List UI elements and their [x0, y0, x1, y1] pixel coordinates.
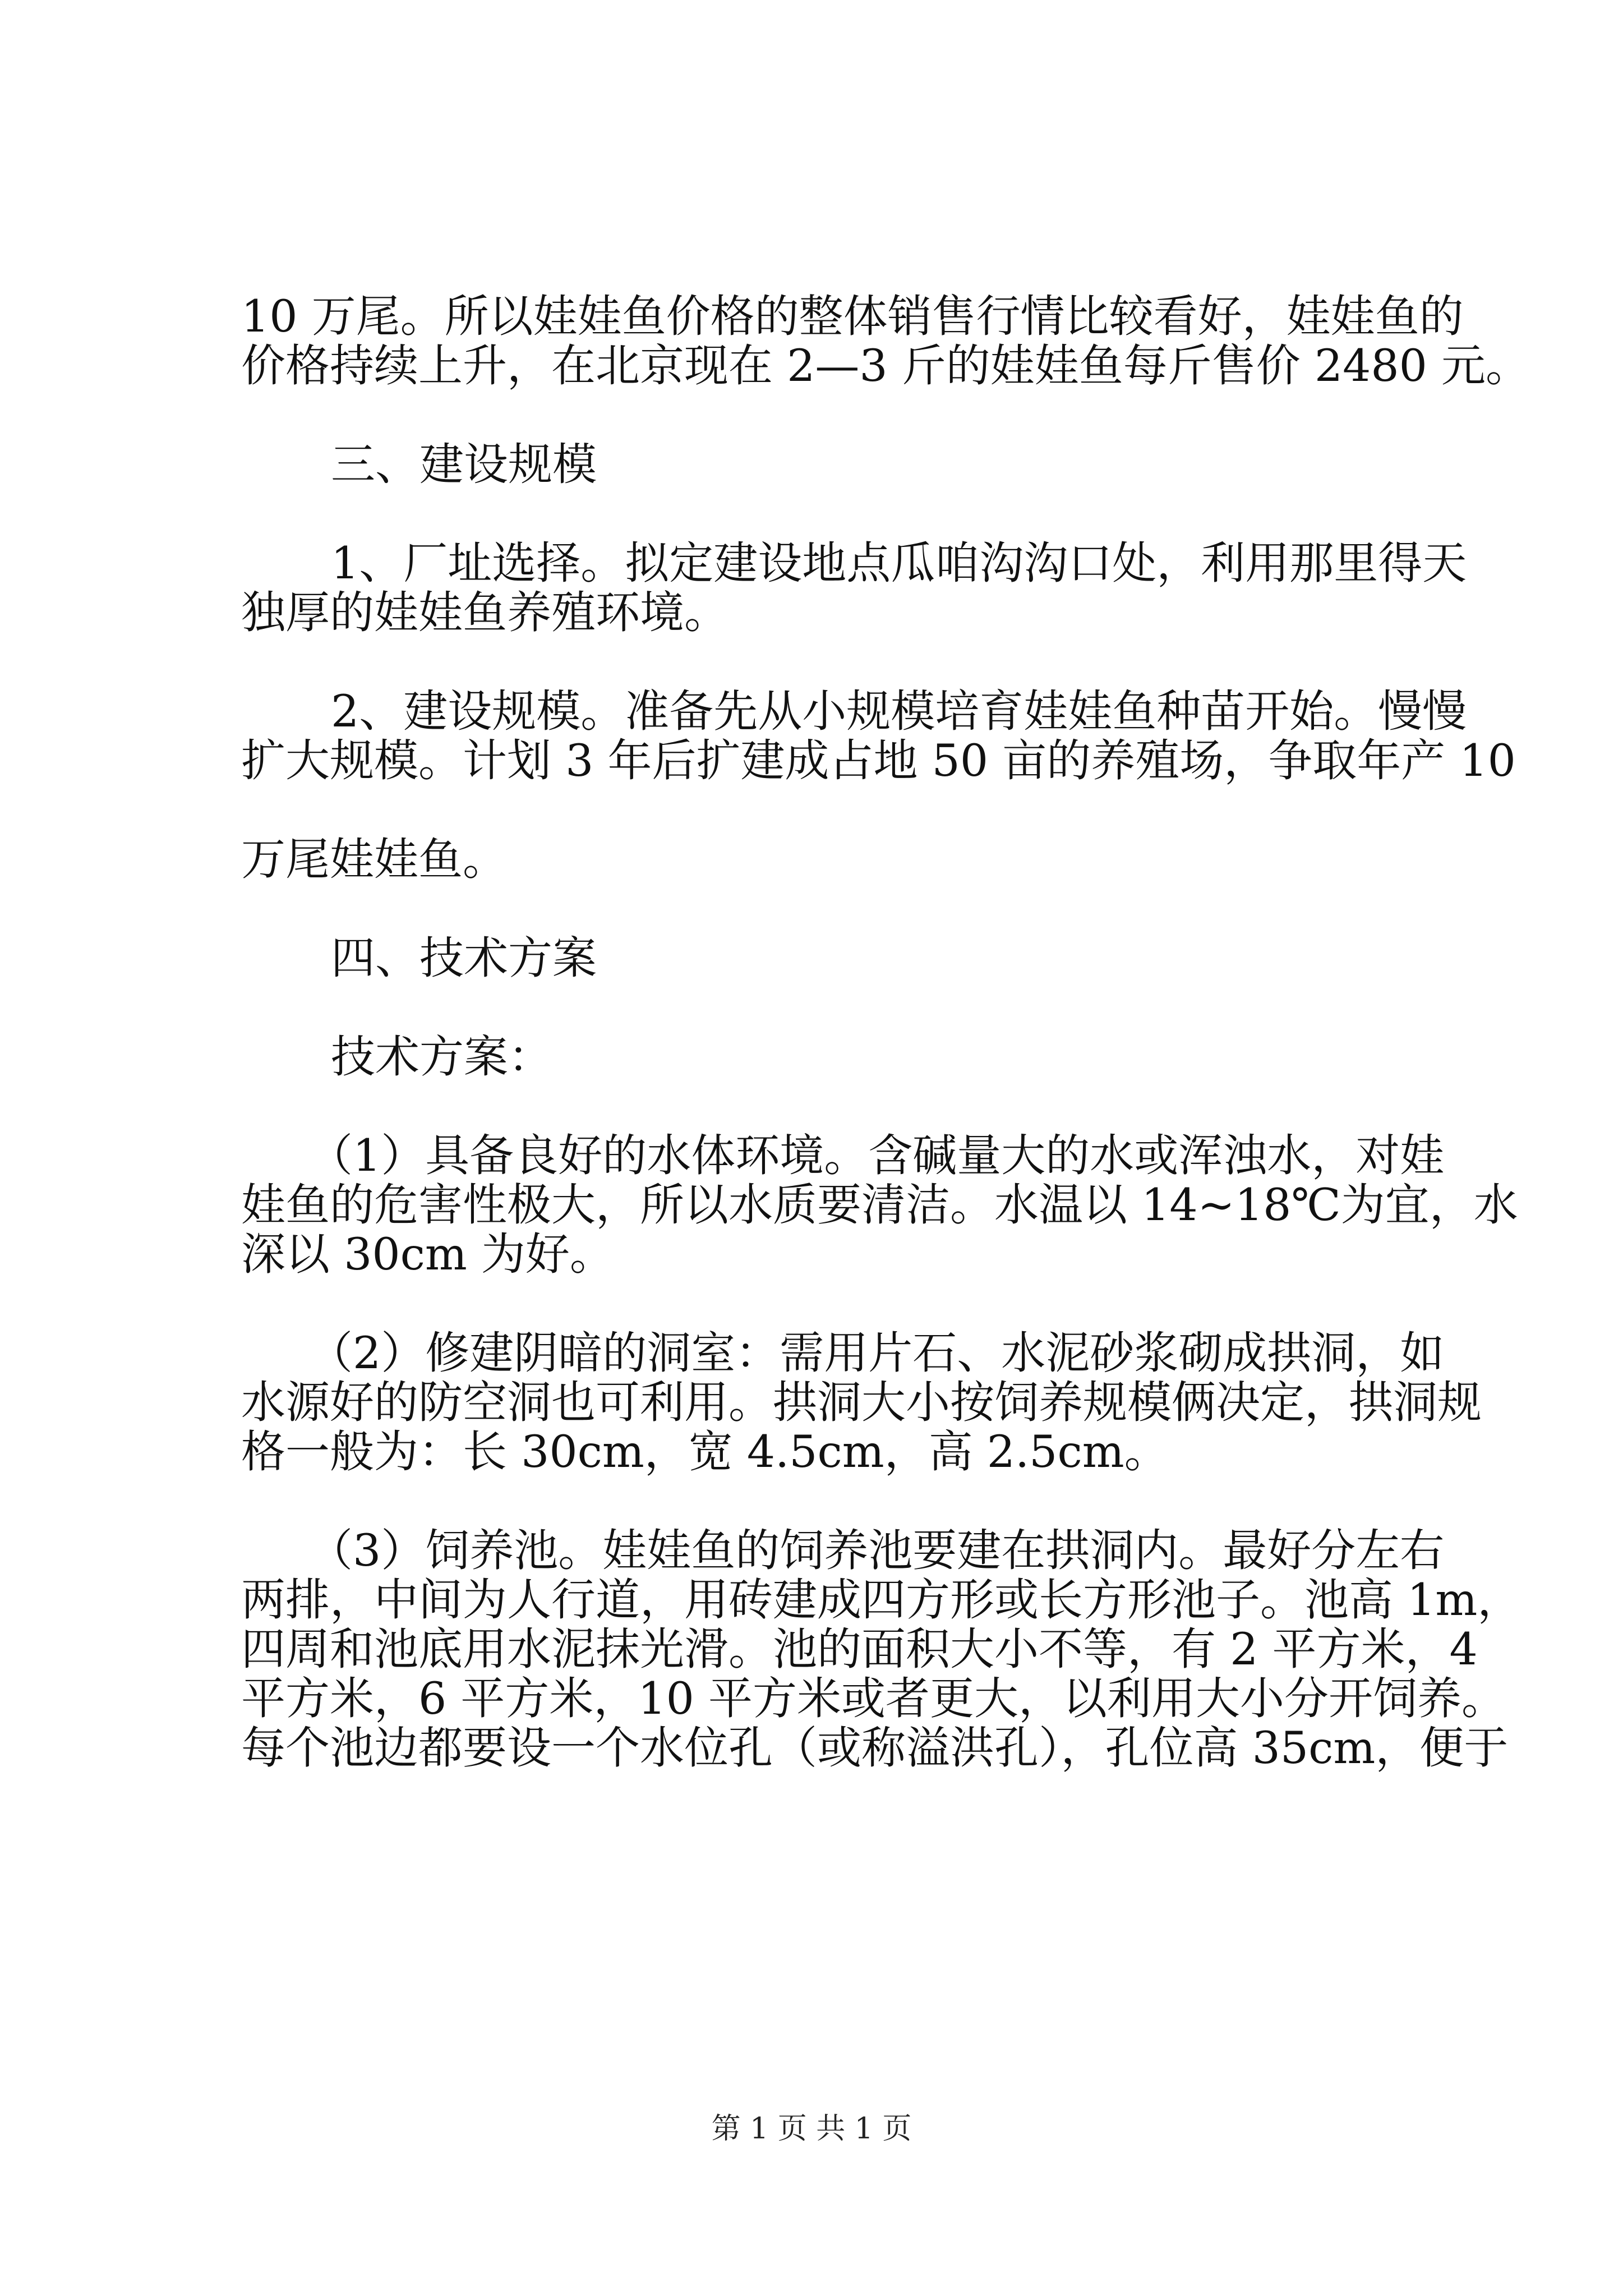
- text-line: 四周和池底用水泥抹光滑。池的面积大小不等，有 2 平方米，4: [241, 1623, 1478, 1675]
- text-line: 2、建设规模。准备先从小规模培育娃娃鱼种苗开始。慢慢: [331, 685, 1467, 737]
- text-line: 格一般为：长 30cm，宽 4.5cm，高 2.5cm。: [241, 1426, 1169, 1478]
- page-footer: 第 1 页 共 1 页: [711, 2112, 912, 2146]
- text-line: 万尾娃娃鱼。: [241, 834, 507, 885]
- text-line: 深以 30cm 为好。: [241, 1228, 614, 1280]
- text-line: 独厚的娃娃鱼养殖环境。: [241, 587, 728, 638]
- text-line: （1）具备良好的水体环境。含碱量大的水或浑浊水，对娃: [308, 1130, 1445, 1181]
- text-line: 扩大规模。计划 3 年后扩建成占地 50 亩的养殖场，争取年产 10: [241, 735, 1516, 786]
- text-line: （2）修建阴暗的洞室：需用片石、水泥砂浆砌成拱洞，如: [308, 1327, 1445, 1379]
- text-line: 娃鱼的危害性极大，所以水质要清洁。水温以 14~18℃为宜，水: [241, 1179, 1518, 1231]
- text-line: 每个池边都要设一个水位孔（或称溢洪孔），孔位高 35cm，便于: [241, 1722, 1509, 1774]
- document-body: [241, 291, 1530, 1774]
- section-heading: 三、建设规模: [331, 439, 597, 490]
- text-line: 技术方案：: [331, 1031, 552, 1083]
- text-line: 两排，中间为人行道，用砖建成四方形或长方形池子。池高 1m，: [241, 1574, 1522, 1626]
- text-line: 水源好的防空洞也可利用。拱洞大小按饲养规模俩决定，拱洞规: [241, 1377, 1482, 1428]
- text-line: 价格持续上升，在北京现在 2—3 斤的娃娃鱼每斤售价 2480 元。: [241, 340, 1530, 392]
- text-line: （3）饲养池。娃娃鱼的饲养池要建在拱洞内。最好分左右: [308, 1525, 1445, 1576]
- text-line: 10 万尾。所以娃娃鱼价格的整体销售行情比较看好，娃娃鱼的: [241, 291, 1464, 342]
- text-line: 1、厂址选择。拟定建设地点瓜咱沟沟口处，利用那里得天: [331, 537, 1467, 589]
- text-line: 平方米，6 平方米，10 平方米或者更大，以利用大小分开饲养。: [241, 1673, 1506, 1724]
- section-heading: 四、技术方案: [331, 932, 597, 984]
